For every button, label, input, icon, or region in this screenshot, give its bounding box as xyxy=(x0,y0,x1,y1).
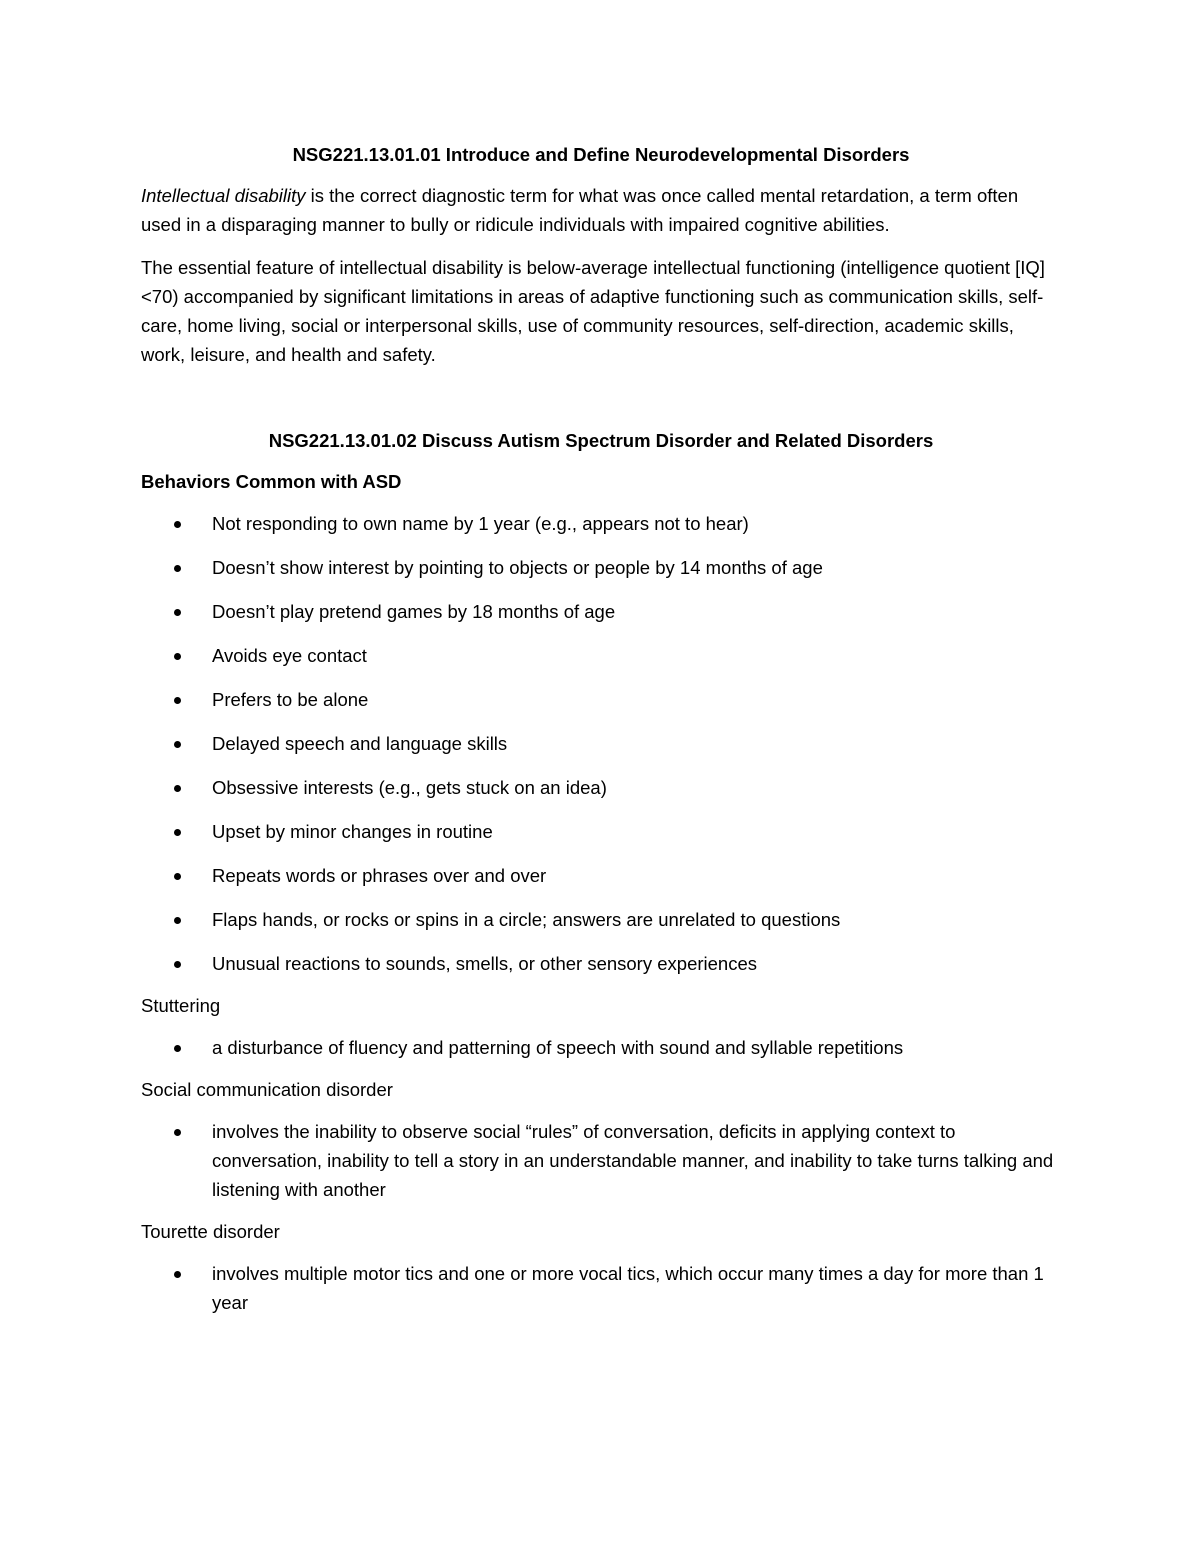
list-item-text: a disturbance of fluency and patterning of speech with sound and syllable repetitions xyxy=(212,1037,904,1058)
list-item xyxy=(141,1117,1061,1204)
list-item-text: Avoids eye contact xyxy=(212,645,367,666)
section1-heading: NSG221.13.01.01 Introduce and Define Neurodevelopmental Disorders xyxy=(292,144,910,165)
list-item xyxy=(141,773,1061,802)
list-item xyxy=(141,509,1061,538)
bullet-icon xyxy=(174,1129,181,1136)
section2-heading: NSG221.13.01.02 Discuss Autism Spectrum Disorder and Related Disorders xyxy=(268,430,934,451)
intellectual-disability-term: Intellectual disability xyxy=(141,185,306,206)
list-item xyxy=(141,729,1061,758)
bullet-icon xyxy=(174,829,181,836)
asd-behaviors-title: Behaviors Common with ASD xyxy=(141,471,402,492)
list-item-text: Delayed speech and language skills xyxy=(212,733,508,754)
list-item xyxy=(141,597,1061,626)
stuttering-list xyxy=(141,1033,1061,1062)
social-communication-title: Social communication disorder xyxy=(141,1079,393,1100)
list-item xyxy=(141,1259,1061,1317)
list-item-text: Unusual reactions to sounds, smells, or other sensory experiences xyxy=(212,953,757,974)
list-item xyxy=(141,949,1061,978)
essential-feature-paragraph: The essential feature of intellectual disability is below-average intellectual functioning (intelligence quotient [IQ] <70) accompanied by significant limitations in areas of adaptive functioning such as communication skills, self-care, home living, social or interpersonal skills, use of community resources, self-direction, academic skills, work, leisure, and health and safety. xyxy=(141,257,1045,365)
bullet-icon xyxy=(174,1271,181,1278)
list-item-text: Obsessive interests (e.g., gets stuck on an idea) xyxy=(212,777,607,798)
bullet-icon xyxy=(174,565,181,572)
list-item xyxy=(141,817,1061,846)
list-item xyxy=(141,905,1061,934)
intellectual-disability-paragraph xyxy=(141,181,1061,239)
bullet-icon xyxy=(174,785,181,792)
bullet-icon xyxy=(174,961,181,968)
list-item-text: involves multiple motor tics and one or more vocal tics, which occur many times a day for more than 1 year xyxy=(212,1263,1044,1313)
bullet-icon xyxy=(174,917,181,924)
list-item-text: Upset by minor changes in routine xyxy=(212,821,493,842)
bullet-icon xyxy=(174,521,181,528)
list-item-text: Repeats words or phrases over and over xyxy=(212,865,547,886)
bullet-icon xyxy=(174,1045,181,1052)
list-item-text: Prefers to be alone xyxy=(212,689,369,710)
list-item xyxy=(141,861,1061,890)
document-page xyxy=(141,140,1061,1330)
list-item xyxy=(141,1033,1061,1062)
asd-behaviors-list xyxy=(141,509,1061,978)
list-item-text: Not responding to own name by 1 year (e.g., appears not to hear) xyxy=(212,513,749,534)
list-item xyxy=(141,641,1061,670)
list-item-text: Doesn’t show interest by pointing to objects or people by 14 months of age xyxy=(212,557,823,578)
stuttering-title: Stuttering xyxy=(141,995,221,1016)
bullet-icon xyxy=(174,609,181,616)
bullet-icon xyxy=(174,873,181,880)
bullet-icon xyxy=(174,697,181,704)
list-item xyxy=(141,685,1061,714)
list-item-text: involves the inability to observe social “rules” of conversation, deficits in applying context to conversation, inability to tell a story in an understandable manner, and inability to take turns talking and listening with another xyxy=(212,1121,1054,1200)
list-item-text: Doesn’t play pretend games by 18 months of age xyxy=(212,601,616,622)
list-item xyxy=(141,553,1061,582)
intellectual-disability-definition: is the correct diagnostic term for what was once called mental retardation, a term often used in a disparaging manner to bully or ridicule individuals with impaired cognitive abilities. xyxy=(141,185,1019,235)
tourette-title: Tourette disorder xyxy=(141,1221,280,1242)
bullet-icon xyxy=(174,741,181,748)
tourette-list xyxy=(141,1259,1061,1317)
bullet-icon xyxy=(174,653,181,660)
list-item-text: Flaps hands, or rocks or spins in a circle; answers are unrelated to questions xyxy=(212,909,841,930)
social-communication-list xyxy=(141,1117,1061,1204)
